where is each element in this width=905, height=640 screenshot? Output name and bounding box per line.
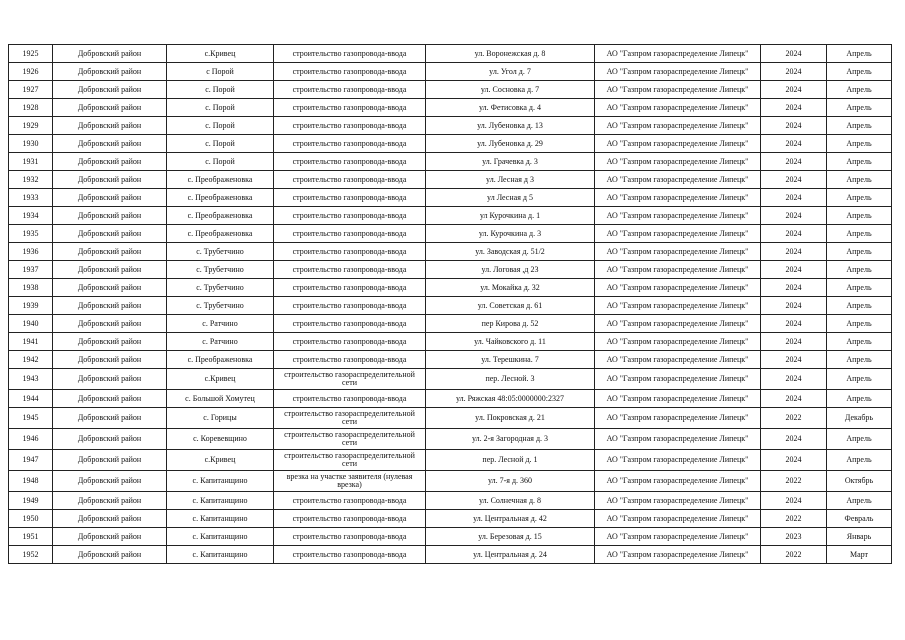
cell-year: 2024 [761,63,827,81]
cell-work-type: строительство газопровода-ввода [274,351,426,369]
cell-locality: с.Кривец [167,369,274,390]
cell-month: Апрель [827,351,892,369]
cell-work-type: строительство газопровода-ввода [274,99,426,117]
cell-work-type: строительство газопровода-ввода [274,333,426,351]
cell-year: 2024 [761,189,827,207]
cell-address: ул Лесная д 5 [426,189,595,207]
cell-locality: с. Преображеновка [167,207,274,225]
cell-district: Добровский район [53,408,167,429]
cell-work-type: строительство газопровода-ввода [274,315,426,333]
cell-year: 2024 [761,117,827,135]
cell-district: Добровский район [53,528,167,546]
cell-month: Апрель [827,153,892,171]
cell-organization: АО "Газпром газораспределение Липецк" [595,261,761,279]
cell-address: ул. Угол д. 7 [426,63,595,81]
cell-number: 1934 [9,207,53,225]
cell-organization: АО "Газпром газораспределение Липецк" [595,153,761,171]
cell-year: 2024 [761,261,827,279]
cell-number: 1938 [9,279,53,297]
cell-district: Добровский район [53,450,167,471]
cell-year: 2024 [761,492,827,510]
cell-number: 1929 [9,117,53,135]
cell-locality: с. Трубетчино [167,279,274,297]
cell-locality: с. Трубетчино [167,243,274,261]
table-row [9,528,892,546]
table-row [9,351,892,369]
table-row [9,99,892,117]
cell-work-type: строительство газопровода-ввода [274,153,426,171]
cell-month: Апрель [827,225,892,243]
cell-number: 1946 [9,429,53,450]
cell-organization: АО "Газпром газораспределение Липецк" [595,99,761,117]
cell-organization: АО "Газпром газораспределение Липецк" [595,171,761,189]
cell-month: Апрель [827,207,892,225]
cell-work-type: строительство газопровода-ввода [274,528,426,546]
cell-district: Добровский район [53,225,167,243]
cell-locality: с. Горицы [167,408,274,429]
cell-number: 1937 [9,261,53,279]
cell-work-type: строительство газопровода-ввода [274,45,426,63]
table-row [9,315,892,333]
cell-address: ул. Сосновка д. 7 [426,81,595,99]
cell-organization: АО "Газпром газораспределение Липецк" [595,63,761,81]
cell-work-type: строительство газопровода-ввода [274,279,426,297]
cell-organization: АО "Газпром газораспределение Липецк" [595,315,761,333]
cell-work-type: строительство газопровода-ввода [274,261,426,279]
cell-organization: АО "Газпром газораспределение Липецк" [595,117,761,135]
table-row [9,510,892,528]
cell-district: Добровский район [53,99,167,117]
cell-address: ул. 2-я Загородная д. 3 [426,429,595,450]
cell-district: Добровский район [53,261,167,279]
cell-organization: АО "Газпром газораспределение Липецк" [595,189,761,207]
cell-district: Добровский район [53,297,167,315]
cell-district: Добровский район [53,243,167,261]
cell-locality: с. Порой [167,81,274,99]
table-row [9,369,892,390]
cell-locality: с. Трубетчино [167,261,274,279]
cell-number: 1944 [9,390,53,408]
cell-locality: с. Преображеновка [167,189,274,207]
cell-locality: с. Порой [167,135,274,153]
cell-district: Добровский район [53,279,167,297]
cell-work-type: строительство газопровода-ввода [274,225,426,243]
cell-month: Январь [827,528,892,546]
cell-locality: с.Кривец [167,450,274,471]
cell-year: 2024 [761,390,827,408]
cell-address: ул Курочкина д. 1 [426,207,595,225]
cell-year: 2024 [761,369,827,390]
table-row [9,492,892,510]
cell-organization: АО "Газпром газораспределение Липецк" [595,135,761,153]
table-row [9,45,892,63]
cell-year: 2024 [761,351,827,369]
cell-month: Апрель [827,117,892,135]
cell-address: ул. Центральная д. 42 [426,510,595,528]
cell-month: Апрель [827,315,892,333]
cell-year: 2024 [761,225,827,243]
cell-work-type: строительство газопровода-ввода [274,492,426,510]
cell-year: 2024 [761,45,827,63]
cell-number: 1931 [9,153,53,171]
cell-organization: АО "Газпром газораспределение Липецк" [595,528,761,546]
cell-organization: АО "Газпром газораспределение Липецк" [595,225,761,243]
cell-number: 1951 [9,528,53,546]
cell-district: Добровский район [53,471,167,492]
table-row [9,261,892,279]
cell-organization: АО "Газпром газораспределение Липецк" [595,450,761,471]
cell-organization: АО "Газпром газораспределение Липецк" [595,510,761,528]
cell-work-type: строительство газопровода-ввода [274,81,426,99]
cell-month: Апрель [827,333,892,351]
cell-month: Апрель [827,390,892,408]
table-row [9,450,892,471]
cell-locality: с. Преображеновка [167,225,274,243]
cell-month: Апрель [827,261,892,279]
table-row [9,135,892,153]
table-row [9,471,892,492]
cell-district: Добровский район [53,63,167,81]
cell-locality: с. Порой [167,117,274,135]
cell-work-type: строительство газопровода-ввода [274,63,426,81]
cell-district: Добровский район [53,492,167,510]
cell-work-type: строительство газораспределительной сети [274,450,426,471]
cell-address: ул. Грачевка д. 3 [426,153,595,171]
cell-district: Добровский район [53,351,167,369]
cell-number: 1933 [9,189,53,207]
cell-number: 1943 [9,369,53,390]
table-row [9,243,892,261]
cell-address: ул. Березовая д. 15 [426,528,595,546]
cell-work-type: строительство газораспределительной сети [274,369,426,390]
cell-district: Добровский район [53,135,167,153]
table-row [9,225,892,243]
cell-address: ул. Покровская д. 21 [426,408,595,429]
cell-year: 2024 [761,153,827,171]
cell-address: пер. Лесной. 3 [426,369,595,390]
cell-number: 1940 [9,315,53,333]
cell-address: пер. Лесной д. 1 [426,450,595,471]
cell-organization: АО "Газпром газораспределение Липецк" [595,279,761,297]
cell-district: Добровский район [53,369,167,390]
cell-month: Апрель [827,297,892,315]
cell-number: 1941 [9,333,53,351]
cell-district: Добровский район [53,510,167,528]
cell-number: 1949 [9,492,53,510]
cell-locality: с. Капитанщино [167,528,274,546]
table-row [9,171,892,189]
cell-year: 2024 [761,207,827,225]
cell-number: 1930 [9,135,53,153]
cell-district: Добровский район [53,45,167,63]
cell-month: Октябрь [827,471,892,492]
cell-address: ул. Центральная д. 24 [426,546,595,564]
cell-year: 2024 [761,333,827,351]
cell-district: Добровский район [53,207,167,225]
cell-locality: с. Капитанщино [167,546,274,564]
cell-number: 1948 [9,471,53,492]
cell-district: Добровский район [53,171,167,189]
cell-work-type: строительство газопровода-ввода [274,390,426,408]
cell-organization: АО "Газпром газораспределение Липецк" [595,207,761,225]
cell-month: Апрель [827,369,892,390]
cell-month: Апрель [827,492,892,510]
cell-address: ул. Курочкина д. 3 [426,225,595,243]
cell-year: 2022 [761,408,827,429]
cell-number: 1932 [9,171,53,189]
cell-locality: с. Ратчино [167,315,274,333]
cell-number: 1952 [9,546,53,564]
cell-organization: АО "Газпром газораспределение Липецк" [595,297,761,315]
cell-locality: с. Большой Хомутец [167,390,274,408]
cell-work-type: строительство газопровода-ввода [274,207,426,225]
cell-address: ул. Советская д. 61 [426,297,595,315]
cell-year: 2024 [761,297,827,315]
cell-district: Добровский район [53,189,167,207]
cell-work-type: строительство газопровода-ввода [274,546,426,564]
cell-address: ул. Мокайка д. 32 [426,279,595,297]
cell-year: 2024 [761,99,827,117]
table-row [9,81,892,99]
cell-address: ул. Заводская д. 51/2 [426,243,595,261]
cell-work-type: строительство газораспределительной сети [274,408,426,429]
cell-month: Апрель [827,189,892,207]
table-row [9,189,892,207]
cell-number: 1925 [9,45,53,63]
table-row [9,297,892,315]
cell-locality: с. Коревевщино [167,429,274,450]
cell-number: 1950 [9,510,53,528]
table-row [9,546,892,564]
cell-address: ул. Воронежская д. 8 [426,45,595,63]
cell-address: ул. Логовая ,д 23 [426,261,595,279]
cell-month: Апрель [827,279,892,297]
cell-number: 1947 [9,450,53,471]
cell-month: Март [827,546,892,564]
cell-address: ул. Лубеновка д. 29 [426,135,595,153]
cell-locality: с. Ратчино [167,333,274,351]
cell-work-type: строительство газопровода-ввода [274,189,426,207]
cell-month: Апрель [827,171,892,189]
table-row [9,63,892,81]
cell-district: Добровский район [53,390,167,408]
cell-month: Апрель [827,99,892,117]
cell-year: 2024 [761,81,827,99]
cell-month: Апрель [827,45,892,63]
cell-number: 1936 [9,243,53,261]
cell-locality: с. Капитанщино [167,492,274,510]
cell-locality: с. Капитанщино [167,510,274,528]
cell-locality: с. Порой [167,153,274,171]
cell-organization: АО "Газпром газораспределение Липецк" [595,429,761,450]
cell-number: 1928 [9,99,53,117]
cell-locality: с. Преображеновка [167,171,274,189]
cell-locality: с.Кривец [167,45,274,63]
table-row [9,390,892,408]
cell-work-type: строительство газопровода-ввода [274,117,426,135]
cell-year: 2024 [761,450,827,471]
cell-locality: с. Трубетчино [167,297,274,315]
cell-address: ул. Ряжская 48:05:0000000:2327 [426,390,595,408]
registry-table-container [8,44,892,564]
cell-year: 2022 [761,510,827,528]
cell-number: 1926 [9,63,53,81]
cell-work-type: строительство газопровода-ввода [274,297,426,315]
cell-year: 2024 [761,315,827,333]
cell-organization: АО "Газпром газораспределение Липецк" [595,333,761,351]
cell-number: 1935 [9,225,53,243]
cell-organization: АО "Газпром газораспределение Липецк" [595,45,761,63]
cell-organization: АО "Газпром газораспределение Липецк" [595,81,761,99]
cell-locality: с Порой [167,63,274,81]
cell-district: Добровский район [53,333,167,351]
cell-address: ул. Фетисовка д. 4 [426,99,595,117]
cell-year: 2022 [761,471,827,492]
cell-organization: АО "Газпром газораспределение Липецк" [595,243,761,261]
cell-locality: с. Преображеновка [167,351,274,369]
cell-work-type: строительство газопровода-ввода [274,243,426,261]
cell-organization: АО "Газпром газораспределение Липецк" [595,351,761,369]
cell-work-type: врезка на участке заявителя (нулевая врезка) [274,471,426,492]
cell-month: Апрель [827,243,892,261]
cell-locality: с. Капитанщино [167,471,274,492]
cell-number: 1939 [9,297,53,315]
cell-year: 2024 [761,279,827,297]
cell-number: 1945 [9,408,53,429]
cell-work-type: строительство газопровода-ввода [274,135,426,153]
cell-address: ул. 7-я д. 360 [426,471,595,492]
cell-work-type: строительство газопровода-ввода [274,171,426,189]
table-row [9,333,892,351]
table-row [9,429,892,450]
cell-district: Добровский район [53,117,167,135]
cell-year: 2024 [761,429,827,450]
table-row [9,408,892,429]
cell-organization: АО "Газпром газораспределение Липецк" [595,492,761,510]
cell-organization: АО "Газпром газораспределение Липецк" [595,390,761,408]
cell-address: пер Кирова д. 52 [426,315,595,333]
table-row [9,207,892,225]
cell-organization: АО "Газпром газораспределение Липецк" [595,471,761,492]
table-row [9,117,892,135]
cell-month: Февраль [827,510,892,528]
cell-year: 2023 [761,528,827,546]
cell-district: Добровский район [53,315,167,333]
cell-work-type: строительство газораспределительной сети [274,429,426,450]
registry-table [8,44,892,564]
cell-address: ул. Терешкина. 7 [426,351,595,369]
cell-organization: АО "Газпром газораспределение Липецк" [595,369,761,390]
cell-number: 1942 [9,351,53,369]
cell-work-type: строительство газопровода-ввода [274,510,426,528]
cell-address: ул. Солнечная д. 8 [426,492,595,510]
cell-year: 2024 [761,135,827,153]
cell-organization: АО "Газпром газораспределение Липецк" [595,408,761,429]
cell-district: Добровский район [53,546,167,564]
cell-year: 2024 [761,171,827,189]
cell-locality: с. Порой [167,99,274,117]
cell-address: ул. Чайковского д. 11 [426,333,595,351]
cell-year: 2022 [761,546,827,564]
cell-district: Добровский район [53,81,167,99]
cell-month: Апрель [827,63,892,81]
cell-address: ул. Лубеновка д. 13 [426,117,595,135]
cell-year: 2024 [761,243,827,261]
cell-month: Декабрь [827,408,892,429]
cell-month: Апрель [827,135,892,153]
cell-district: Добровский район [53,429,167,450]
table-row [9,153,892,171]
cell-number: 1927 [9,81,53,99]
cell-address: ул. Лесная д 3 [426,171,595,189]
cell-month: Апрель [827,429,892,450]
cell-month: Апрель [827,450,892,471]
cell-district: Добровский район [53,153,167,171]
table-body [9,45,892,564]
cell-month: Апрель [827,81,892,99]
table-row [9,279,892,297]
cell-organization: АО "Газпром газораспределение Липецк" [595,546,761,564]
